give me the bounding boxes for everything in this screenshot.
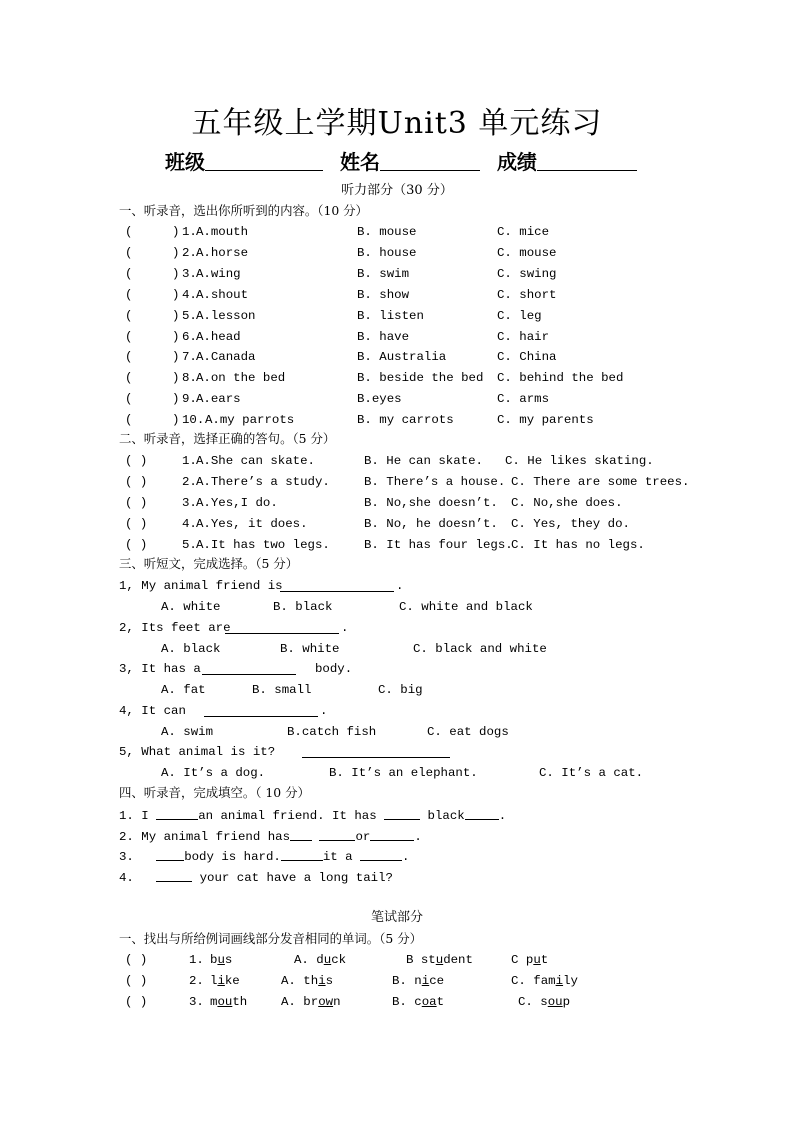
answer-bracket-close: ) [172, 245, 180, 260]
question-text: 1, My animal friend is [119, 579, 283, 593]
option-c-underlined-part: i [555, 973, 564, 988]
question-number: 1. [189, 953, 204, 967]
question-end: . [320, 703, 328, 718]
option-b[interactable]: B. listen [357, 308, 424, 323]
option-c[interactable]: C. mouse [497, 245, 557, 260]
option-c-part: C p [511, 953, 534, 967]
name-label: 姓名 [339, 150, 380, 174]
answer-bracket-close: ) [172, 371, 180, 386]
option-c[interactable]: C. leg [497, 308, 542, 323]
option-a[interactable]: A.horse [196, 245, 249, 260]
answer-bracket-close: ) [172, 308, 180, 323]
option-a-part: s [325, 973, 334, 988]
fill-line-2 [119, 829, 422, 844]
option-b-part: B. c [392, 994, 422, 1009]
option-b[interactable]: B. He can skate. [364, 454, 483, 468]
question-number: 2. [189, 973, 204, 988]
fill-3-text-c: . [402, 850, 410, 864]
example-word-underlined-part: ou [217, 994, 233, 1009]
option-a-part: A. d [294, 953, 324, 967]
fill-3-blank-a[interactable] [156, 849, 184, 861]
option-b[interactable]: B. No, he doesn’t. [364, 516, 498, 531]
question-text: 4, It can [119, 703, 186, 718]
option-a[interactable] [281, 974, 333, 988]
option-b[interactable]: B. There’s a house. [364, 474, 506, 489]
fill-1-text-b: black [427, 809, 465, 823]
option-c[interactable]: C. white and black [399, 600, 533, 614]
answer-bracket-open: ( [125, 287, 133, 302]
answer-bracket-open: ( [125, 225, 133, 239]
answer-bracket-open: ( [125, 392, 133, 407]
fill-4-number: 4. [119, 871, 134, 885]
option-c[interactable]: C. China [497, 350, 557, 365]
option-c[interactable]: C. short [497, 287, 557, 302]
example-word[interactable] [210, 995, 247, 1009]
option-b[interactable]: B. have [357, 329, 410, 344]
answer-bracket-open: ( [125, 371, 133, 386]
example-word-part: l [210, 973, 218, 988]
option-a[interactable]: A.on the bed [196, 371, 286, 386]
answer-bracket[interactable]: ( ) [125, 454, 148, 468]
example-word-part: s [224, 953, 233, 967]
option-c[interactable]: C. behind the bed [497, 371, 624, 386]
answer-slot[interactable] [147, 309, 169, 323]
answer-bracket[interactable]: ( ) [125, 953, 148, 967]
question-number: 1. [182, 225, 197, 239]
class-label: 班级 [165, 150, 205, 174]
question-number: 9. [182, 392, 197, 407]
option-c[interactable]: C. He likes skating. [505, 454, 654, 468]
option-b[interactable] [406, 953, 473, 967]
question-text: 2, Its feet are [119, 620, 231, 635]
option-b[interactable]: B. black [273, 600, 333, 614]
example-word-part: m [210, 994, 218, 1009]
option-c-part: p [562, 994, 571, 1009]
fill-2-text-a: or [355, 830, 371, 844]
fill-3-number: 3. [119, 850, 134, 864]
answer-bracket[interactable]: ( ) [125, 516, 148, 531]
option-a[interactable] [294, 953, 346, 967]
answer-bracket-close: ) [172, 413, 180, 428]
option-c[interactable]: C. No,she does. [511, 495, 623, 510]
fill-1-blank-c[interactable] [465, 808, 499, 820]
fill-2-blank-c[interactable] [370, 829, 414, 841]
fill-3-blank-c[interactable] [360, 849, 402, 861]
option-b[interactable]: B. beside the bed [357, 371, 484, 386]
option-a[interactable]: A.She can skate. [196, 454, 315, 468]
option-b-part: dent [443, 953, 473, 967]
question-text: 5, What animal is it? [119, 745, 276, 760]
question-number: 4. [182, 287, 197, 302]
option-b[interactable] [392, 974, 444, 988]
question-number: 2. [182, 474, 197, 489]
option-b[interactable]: B. small [252, 683, 312, 698]
option-b[interactable] [392, 995, 444, 1009]
option-c-part: C. fam [511, 973, 556, 988]
listening-header: 听力部分（30 分） [341, 183, 453, 198]
question-number: 3. [182, 495, 197, 510]
answer-bracket-close: ) [172, 225, 180, 239]
answer-slot[interactable] [147, 330, 169, 344]
fill-3-blank-b[interactable] [281, 849, 323, 861]
answer-bracket-open: ( [125, 245, 133, 260]
answer-slot[interactable] [147, 246, 169, 260]
fill-1-text-c: . [498, 809, 507, 823]
option-b-underlined-part: u [435, 953, 444, 967]
fill-3-text-a: body is hard. [184, 850, 281, 864]
fill-2-blank-b[interactable] [319, 829, 355, 841]
fill-4-blank-a[interactable] [156, 870, 192, 882]
fill-1-blank-b[interactable] [384, 808, 420, 820]
answer-slot[interactable] [147, 392, 169, 406]
question-number: 6. [182, 329, 197, 344]
option-a[interactable]: A.shout [196, 287, 249, 302]
answer-slot[interactable] [147, 413, 169, 427]
option-b[interactable]: B. my carrots [357, 413, 454, 428]
question-number: 2. [182, 245, 197, 260]
option-b-part: t [436, 994, 445, 1009]
name-blank[interactable] [380, 152, 480, 171]
answer-bracket-close: ) [172, 287, 180, 302]
question-number: 10. [182, 413, 205, 428]
answer-slot[interactable] [147, 371, 169, 385]
option-a[interactable]: A.head [196, 329, 241, 344]
class-blank[interactable] [205, 152, 323, 171]
fill-line-3 [119, 849, 409, 864]
answer-bracket-open: ( [125, 266, 133, 281]
option-a[interactable]: A.lesson [196, 308, 256, 323]
listen4-heading: 四、听录音，完成填空。（ 10 分） [119, 785, 310, 800]
option-b-part: ce [429, 973, 445, 988]
option-a[interactable]: A. white [161, 600, 221, 614]
option-a[interactable]: A.Canada [196, 350, 256, 365]
answer-slot[interactable] [147, 267, 169, 281]
option-b[interactable]: B.catch fish [287, 724, 377, 739]
answer-blank[interactable] [204, 705, 318, 717]
option-a[interactable]: A.my parrots [205, 413, 295, 428]
option-a[interactable]: A.It has two legs. [196, 537, 330, 552]
option-a-underlined-part: u [323, 953, 332, 967]
option-c-underlined-part: u [533, 953, 541, 967]
option-c[interactable]: C. big [378, 683, 423, 698]
example-word-underlined-part: i [217, 973, 225, 988]
fill-4-text-a: your cat have a long tail? [199, 871, 393, 885]
option-c-underlined-part: ou [547, 994, 563, 1009]
written-header: 笔试部分 [370, 910, 423, 925]
option-a[interactable]: A.ears [196, 392, 241, 407]
option-b[interactable]: B. mouse [357, 225, 417, 239]
question-number: 7. [182, 350, 197, 365]
question-end: body. [315, 662, 353, 677]
option-a[interactable]: A. It’s a dog. [161, 766, 266, 781]
question-end: . [396, 579, 404, 593]
question-number: 8. [182, 371, 197, 386]
option-c[interactable]: C. There are some trees. [511, 474, 690, 489]
option-b-part: B st [406, 953, 436, 967]
fill-line-4 [119, 870, 393, 885]
option-c[interactable]: C. It’s a cat. [539, 766, 644, 781]
answer-blank[interactable] [225, 622, 339, 634]
example-word-underlined-part: u [217, 953, 225, 967]
option-a[interactable]: A.Yes,I do. [196, 495, 278, 510]
option-b[interactable]: B. It’s an elephant. [329, 766, 478, 781]
question-number: 4. [182, 516, 197, 531]
fill-line-1 [119, 808, 506, 823]
listen2-heading: 二、听录音，选择正确的答句。（5 分） [119, 431, 336, 446]
fill-1-blank-a[interactable] [156, 808, 198, 820]
written1-heading: 一、找出与所给例词画线部分发音相同的单词。（5 分） [119, 931, 422, 946]
option-a-part: n [333, 994, 341, 1009]
question-end: . [341, 620, 349, 635]
example-word[interactable] [210, 974, 240, 988]
option-c[interactable] [511, 953, 548, 967]
option-b-part: B. n [392, 973, 422, 988]
answer-bracket-close: ) [172, 392, 180, 407]
answer-bracket[interactable]: ( ) [125, 973, 148, 988]
option-c[interactable]: C. black and white [413, 641, 547, 656]
option-b[interactable]: B. show [357, 287, 410, 302]
option-a[interactable]: A.Yes, it does. [196, 516, 308, 531]
question-text: 3, It has a [119, 662, 201, 677]
option-b[interactable]: B. swim [357, 266, 410, 281]
example-word-part: th [232, 994, 248, 1009]
answer-bracket[interactable]: ( ) [125, 537, 148, 552]
fill-2-text-b: . [414, 830, 422, 844]
option-c[interactable]: C. swing [497, 266, 557, 281]
option-c[interactable] [511, 974, 578, 988]
option-a-underlined-part: ow [318, 994, 334, 1009]
answer-blank[interactable] [280, 580, 394, 592]
option-a-part: A. th [281, 973, 319, 988]
option-c-part: t [540, 953, 549, 967]
answer-blank[interactable] [302, 746, 450, 758]
option-b[interactable]: B. house [357, 245, 417, 260]
answer-slot[interactable] [147, 225, 169, 239]
answer-bracket-open: ( [125, 308, 133, 323]
option-a[interactable]: A. swim [161, 724, 214, 739]
option-b-underlined-part: i [421, 973, 430, 988]
option-a[interactable]: A.wing [196, 266, 241, 281]
answer-bracket-open: ( [125, 413, 133, 428]
option-b[interactable]: B.eyes [357, 392, 402, 407]
option-c-part: ly [563, 973, 578, 988]
answer-bracket[interactable]: ( ) [125, 994, 148, 1009]
example-word[interactable] [210, 953, 232, 967]
option-b[interactable]: B. It has four legs. [364, 537, 513, 552]
question-number: 1. [182, 454, 197, 468]
student-info-line [165, 146, 637, 175]
option-c[interactable] [518, 995, 570, 1009]
option-b[interactable]: B. Australia [357, 350, 447, 365]
answer-slot[interactable] [147, 350, 169, 364]
option-c[interactable]: C. hair [497, 329, 550, 344]
fill-2-number: 2. My animal friend has [119, 830, 291, 844]
fill-1-text-a: an animal friend. It has [198, 809, 377, 823]
answer-bracket-close: ) [172, 329, 180, 344]
option-a[interactable]: A.mouth [196, 225, 249, 239]
option-c[interactable]: C. eat dogs [427, 724, 509, 739]
option-c[interactable]: C. my parents [497, 413, 594, 428]
answer-bracket-open: ( [125, 350, 133, 365]
option-c-part: C. s [518, 994, 548, 1009]
option-c[interactable]: C. mice [497, 225, 550, 239]
question-number: 3. [182, 266, 197, 281]
option-b[interactable]: B. No,she doesn’t. [364, 495, 498, 510]
answer-bracket[interactable]: ( ) [125, 495, 148, 510]
answer-bracket[interactable]: ( ) [125, 474, 148, 489]
option-a-underlined-part: i [318, 973, 326, 988]
option-c[interactable]: C. arms [497, 392, 550, 407]
fill-2-blank-a[interactable] [290, 829, 312, 841]
listen3-heading: 三、听短文，完成选择。（5 分） [119, 556, 299, 571]
option-a[interactable]: A. fat [161, 683, 206, 698]
option-a-part: A. br [281, 994, 319, 1009]
option-a[interactable] [281, 995, 341, 1009]
answer-slot[interactable] [147, 288, 169, 302]
question-number: 3. [189, 994, 204, 1009]
option-c[interactable]: C. It has no legs. [511, 537, 645, 552]
listen1-heading: 一、听录音，选出你所听到的内容。（10 分） [119, 203, 368, 218]
option-c[interactable]: C. Yes, they do. [511, 516, 630, 531]
score-label: 成绩 [496, 150, 537, 174]
answer-blank[interactable] [202, 663, 296, 675]
example-word-part: b [210, 953, 218, 967]
fill-3-text-b: it a [322, 850, 353, 864]
page-title: 五年级上学期Unit3 单元练习 [191, 106, 603, 141]
score-blank[interactable] [537, 152, 637, 171]
question-number: 5. [182, 308, 197, 323]
fill-1-number: 1. I [119, 809, 149, 823]
answer-bracket-close: ) [172, 350, 180, 365]
question-number: 5. [182, 537, 197, 552]
answer-bracket-open: ( [125, 329, 133, 344]
option-a[interactable]: A. black [161, 641, 221, 656]
option-a[interactable]: A.There’s a study. [196, 474, 330, 489]
answer-bracket-close: ) [172, 266, 180, 281]
option-b[interactable]: B. white [280, 641, 340, 656]
example-word-part: ke [224, 973, 240, 988]
option-a-part: ck [331, 953, 347, 967]
option-b-underlined-part: oa [421, 994, 437, 1009]
